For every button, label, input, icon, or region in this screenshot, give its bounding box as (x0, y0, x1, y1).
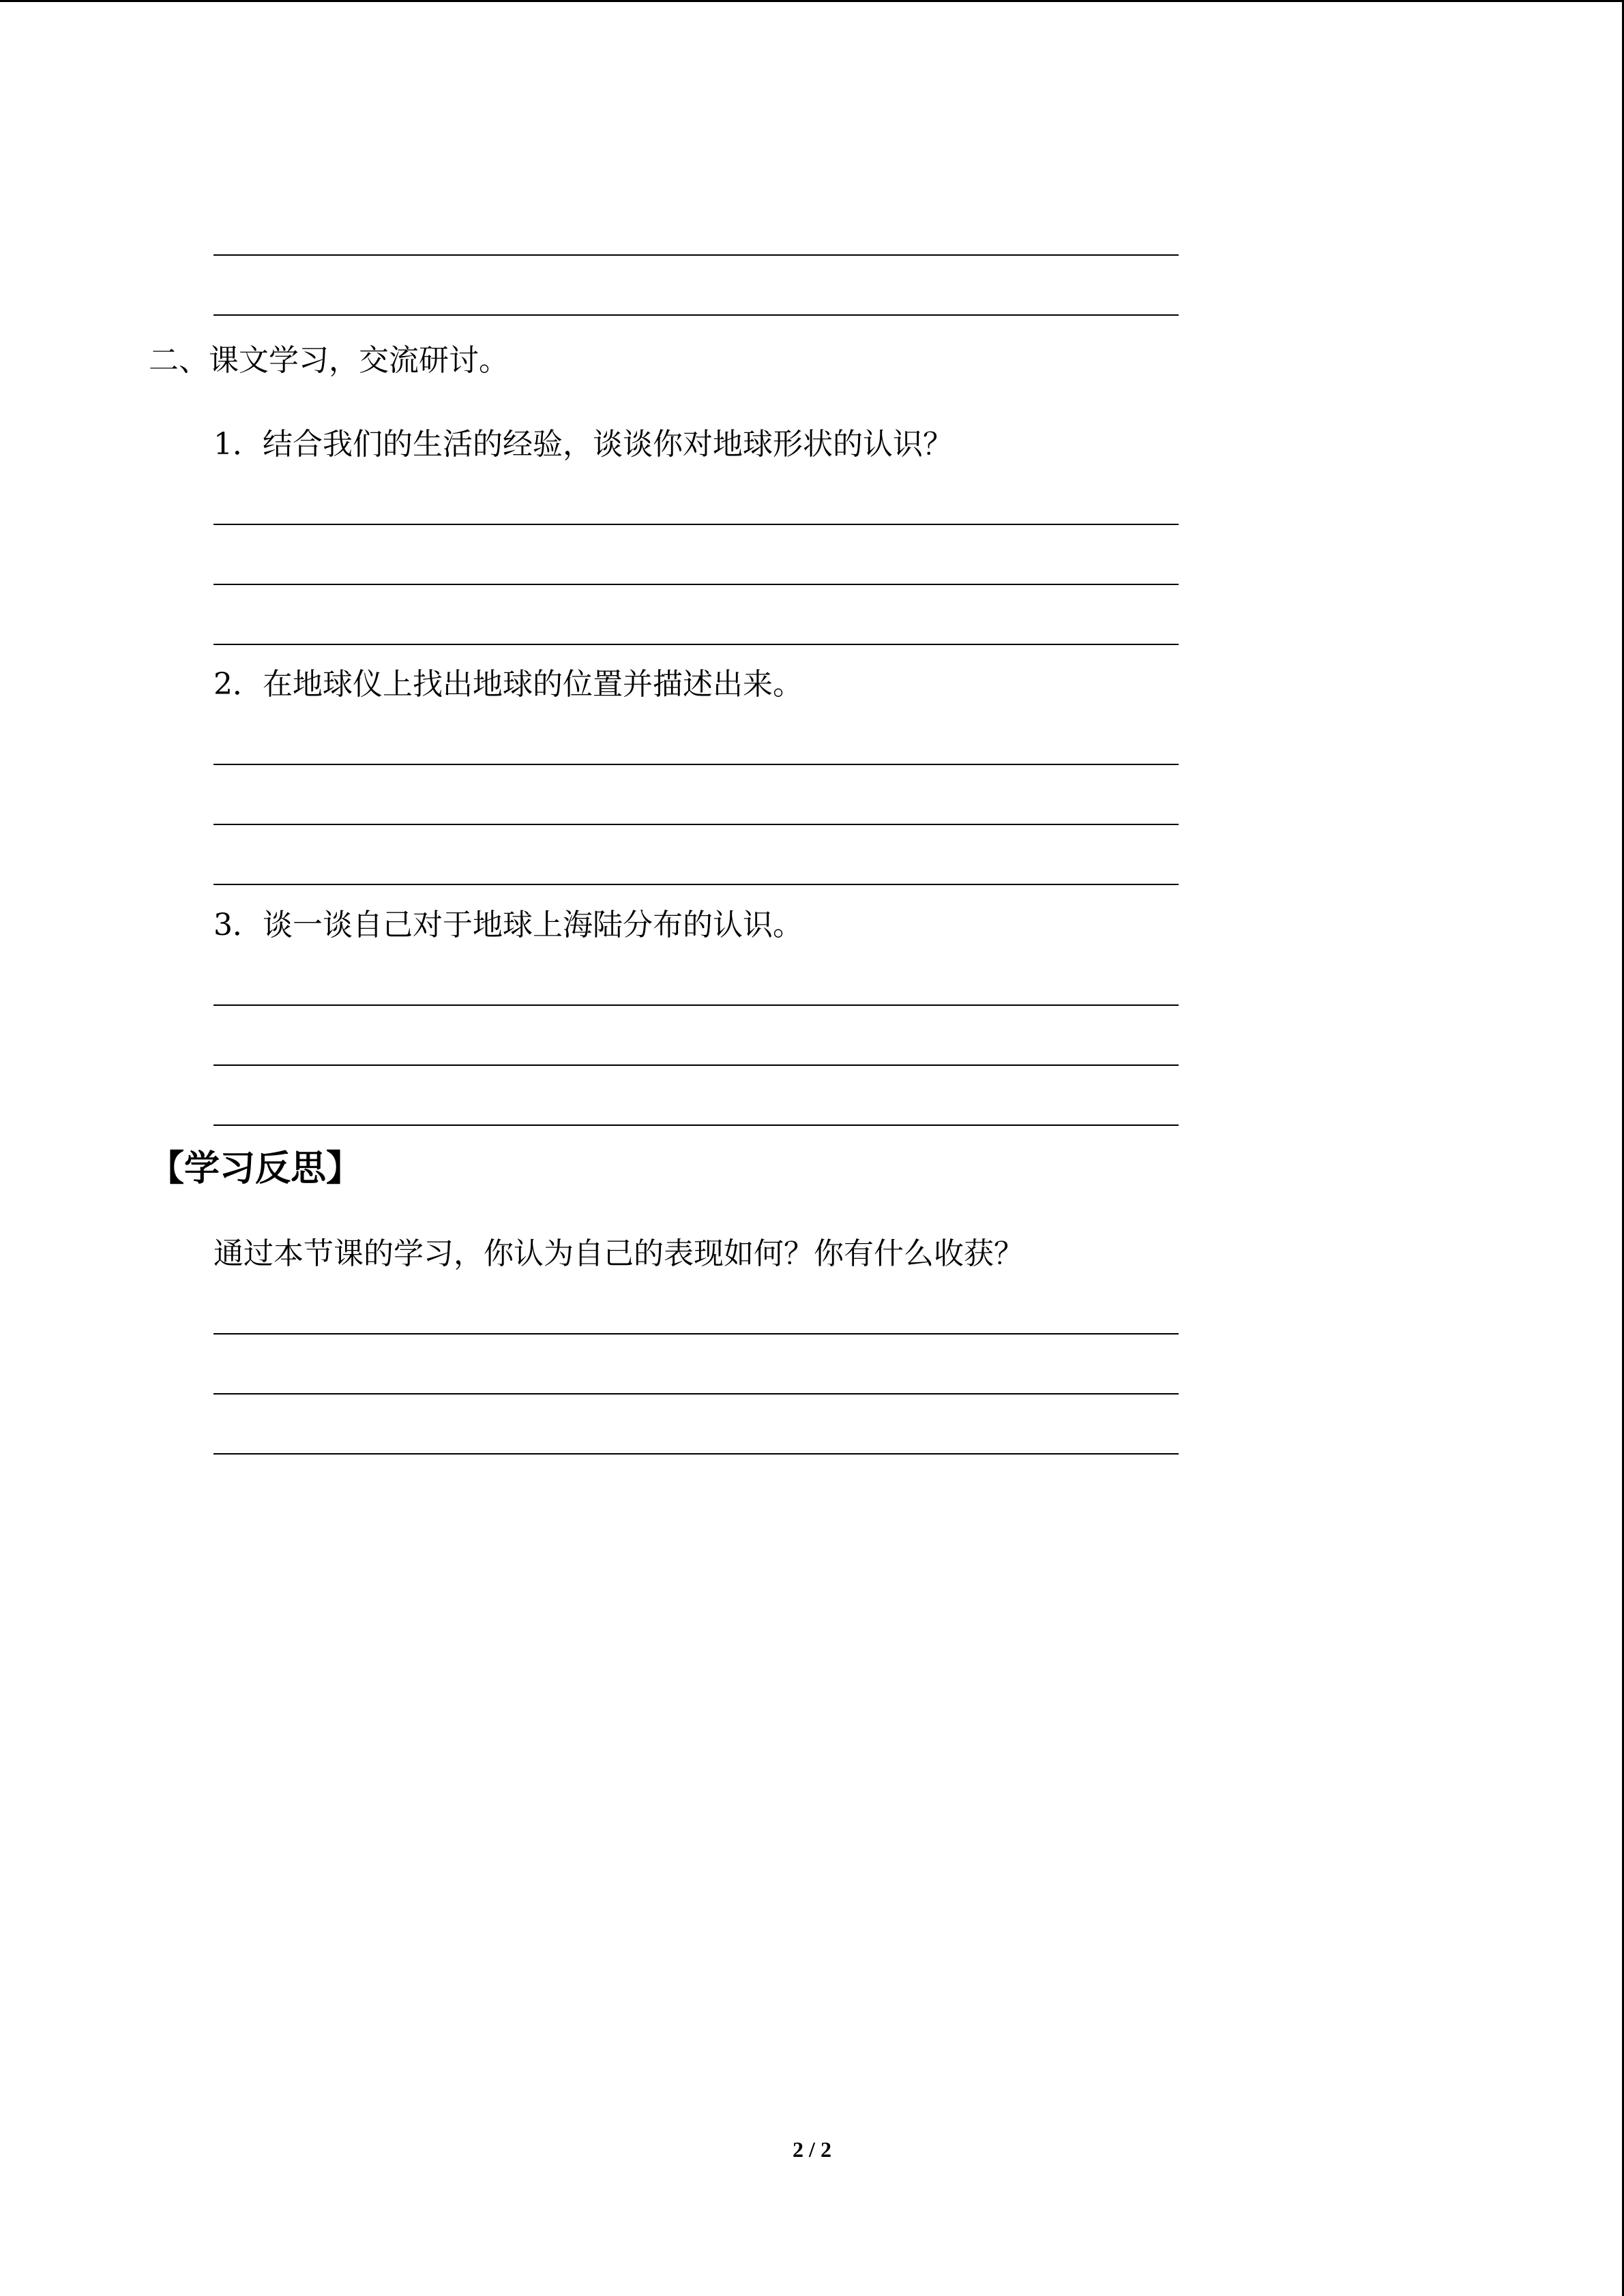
answer-line (213, 764, 1179, 765)
question-3: 3．谈一谈自己对于地球上海陆分布的认识。 (213, 908, 803, 942)
answer-line (213, 644, 1179, 645)
answer-line (213, 1064, 1179, 1066)
answer-line (213, 254, 1179, 256)
question-2: 2．在地球仪上找出地球的位置并描述出来。 (213, 667, 803, 702)
answer-line (213, 1124, 1179, 1126)
answer-line (213, 1393, 1179, 1395)
answer-line (213, 824, 1179, 825)
page-number: 2 / 2 (793, 2137, 831, 2162)
answer-line (213, 1453, 1179, 1455)
answer-line (213, 584, 1179, 585)
answer-line (213, 314, 1179, 316)
answer-line (213, 1333, 1179, 1335)
answer-line (213, 884, 1179, 885)
question-1: 1．结合我们的生活的经验，谈谈你对地球形状的认识？ (213, 427, 953, 462)
answer-line (213, 524, 1179, 525)
reflection-prompt: 通过本节课的学习，你认为自己的表现如何？你有什么收获？ (213, 1236, 1024, 1271)
reflection-heading: 【学习反思】 (149, 1148, 362, 1189)
answer-line (213, 1004, 1179, 1006)
section-heading: 二、课文学习，交流研讨。 (149, 343, 509, 378)
